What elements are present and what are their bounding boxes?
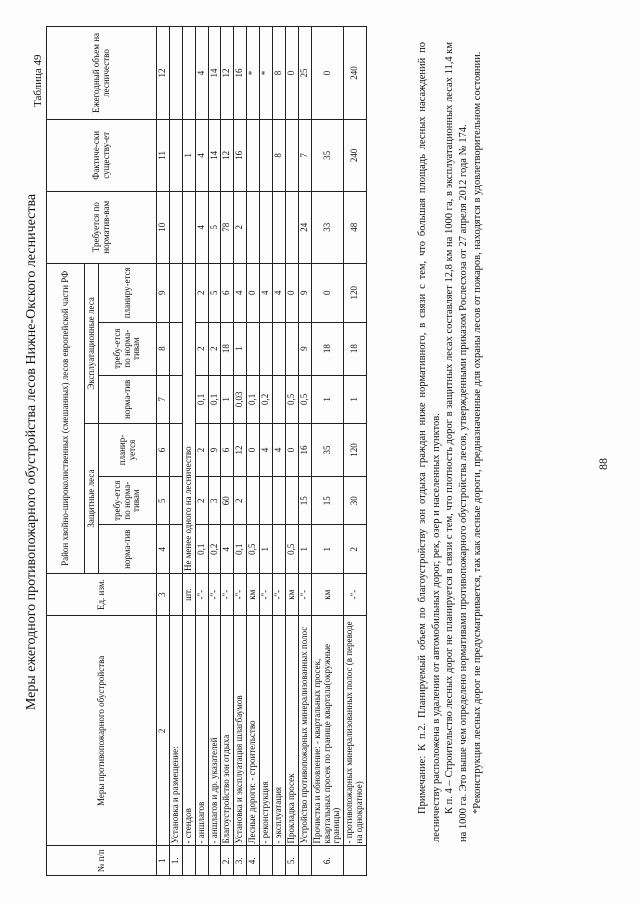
value-cell: 0 xyxy=(285,263,298,322)
value-cell: 14 xyxy=(208,27,221,120)
table-label: Таблица 49 xyxy=(32,54,44,107)
value-cell: 0,5 xyxy=(247,525,260,574)
header-required: требу-ется по норма-тивам xyxy=(99,476,157,525)
value-cell xyxy=(169,27,182,120)
unit-cell: -"- xyxy=(273,574,286,616)
value-cell: 18 xyxy=(311,322,344,375)
row-number xyxy=(273,846,286,876)
measure-name: - реконструкция xyxy=(260,616,273,846)
value-cell: 8 xyxy=(273,27,286,120)
column-number: 1 xyxy=(157,846,170,876)
value-cell: 2 xyxy=(344,525,367,574)
value-cell: 0,2 xyxy=(260,375,273,424)
value-cell: 18 xyxy=(221,322,234,375)
header-measure: Меры противопожарного обустройства xyxy=(47,616,157,846)
measure-name: - противопожарных минерализованных полос (в переводе на однократное) xyxy=(344,616,367,846)
value-cell: 25 xyxy=(298,27,311,120)
measure-name: - аншлагов и др. указателей xyxy=(208,616,221,846)
unit-cell: -"- xyxy=(344,574,367,616)
span-note: Не менее одного на лесничество xyxy=(182,263,195,573)
column-number: 5 xyxy=(157,476,170,525)
value-cell: 8 xyxy=(273,119,286,191)
value-cell: 0 xyxy=(311,263,344,322)
row-number xyxy=(260,846,273,876)
value-cell: 0,03 xyxy=(234,375,247,424)
value-cell xyxy=(285,476,298,525)
unit-cell: -"- xyxy=(298,574,311,616)
value-cell: 0,5 xyxy=(298,375,311,424)
value-cell: 4 xyxy=(195,27,208,120)
value-cell: 5 xyxy=(208,191,221,263)
row-number xyxy=(208,846,221,876)
column-number: 12 xyxy=(157,27,170,120)
header-region: Район хвойно-широколиственных (смешанных) лесов европейской части РФ xyxy=(47,263,85,573)
unit-cell: -"- xyxy=(208,574,221,616)
value-cell xyxy=(273,375,286,424)
table-row xyxy=(169,27,182,876)
row-number: 4. xyxy=(247,846,260,876)
column-number: 3 xyxy=(157,574,170,616)
value-cell: 2 xyxy=(195,263,208,322)
value-cell: 5 xyxy=(208,263,221,322)
value-cell: 0,1 xyxy=(195,525,208,574)
value-cell: 2 xyxy=(234,191,247,263)
value-cell: 33 xyxy=(311,191,344,263)
table-row xyxy=(311,27,344,876)
value-cell: 2 xyxy=(208,322,221,375)
unit-cell: -"- xyxy=(221,574,234,616)
value-cell: 4 xyxy=(260,263,273,322)
value-cell: 1 xyxy=(311,375,344,424)
value-cell: 15 xyxy=(298,476,311,525)
header-planned: планир-уется xyxy=(99,424,157,477)
value-cell: * xyxy=(247,27,260,120)
value-cell: 4 xyxy=(195,191,208,263)
value-cell: 1 xyxy=(298,525,311,574)
column-numbers-row xyxy=(157,27,170,876)
column-number: 11 xyxy=(157,119,170,191)
value-cell: 0,1 xyxy=(208,375,221,424)
column-number: 9 xyxy=(157,263,170,322)
value-cell: 0 xyxy=(247,263,260,322)
unit-cell: км xyxy=(285,574,298,616)
value-cell: 4 xyxy=(195,119,208,191)
header-required-total: Требуется по норматив-вам xyxy=(47,191,157,263)
page-number: 88 xyxy=(596,458,610,470)
header-protective: Защитные леса xyxy=(85,424,99,574)
table-row xyxy=(208,27,221,876)
measure-name: - стендов xyxy=(182,616,195,846)
value-cell: 4 xyxy=(273,263,286,322)
unit-cell: -"- xyxy=(195,574,208,616)
value-cell xyxy=(182,27,195,120)
row-number: 3. xyxy=(234,846,247,876)
value-cell xyxy=(169,424,182,477)
value-cell xyxy=(285,191,298,263)
value-cell xyxy=(247,322,260,375)
row-number: 5. xyxy=(285,846,298,876)
value-cell: 16 xyxy=(298,424,311,477)
value-cell: 0 xyxy=(285,424,298,477)
value-cell: 24 xyxy=(298,191,311,263)
column-number: 6 xyxy=(157,424,170,477)
measure-name: - эксплуатация xyxy=(273,616,286,846)
unit-cell: шт. xyxy=(182,574,195,616)
value-cell: 14 xyxy=(208,119,221,191)
row-number: 6. xyxy=(311,846,344,876)
value-cell: 240 xyxy=(344,27,367,120)
value-cell xyxy=(260,119,273,191)
row-number: 2. xyxy=(221,846,234,876)
fire-measures-table xyxy=(46,26,367,876)
header-actual: Фактиче-ски существу-ет xyxy=(47,119,157,191)
value-cell: 0 xyxy=(247,424,260,477)
value-cell xyxy=(273,322,286,375)
page-title: Меры ежегодного противопожарного обустройства лесов Нижне-Окского лесничества xyxy=(24,193,39,711)
measure-name: Установка и размещение: xyxy=(169,616,182,846)
table-row xyxy=(221,27,234,876)
value-cell: * xyxy=(260,27,273,120)
measure-name: Прочистка и обновление: - квартальных просек, квартальных просек по границе квартала(окружные границы) xyxy=(311,616,344,846)
value-cell xyxy=(169,322,182,375)
value-cell: 15 xyxy=(311,476,344,525)
note-3: *Реконструкция лесных дорог не предусматривается, так как лесные дороги, предназначенные для охраны лесов от пожаров, находятся в удовлетворительном состоянии. xyxy=(471,51,483,814)
table-row xyxy=(195,27,208,876)
value-cell: 6 xyxy=(221,424,234,477)
column-number: 2 xyxy=(157,616,170,846)
header-num: № п/п xyxy=(47,846,157,876)
row-number xyxy=(195,846,208,876)
value-cell: 12 xyxy=(221,119,234,191)
value-cell: 60 xyxy=(221,476,234,525)
value-cell: 2 xyxy=(195,476,208,525)
value-cell: 35 xyxy=(311,119,344,191)
value-cell: 240 xyxy=(344,119,367,191)
value-cell: 0,5 xyxy=(285,525,298,574)
measure-name: Прокладка просек xyxy=(285,616,298,846)
value-cell: 1 xyxy=(221,375,234,424)
unit-cell: -"- xyxy=(234,574,247,616)
value-cell xyxy=(285,119,298,191)
value-cell xyxy=(247,191,260,263)
row-number xyxy=(182,846,195,876)
table-row xyxy=(260,27,273,876)
value-cell: 1 xyxy=(182,119,195,191)
value-cell: 16 xyxy=(234,27,247,120)
note-1: Примечание: К п.2. Планируемый объем по благоустройству зон отдыха граждан ниже нормативного, в связи с тем, что большая площадь лесных насаждений по лесничеству расположена в удалении от автомобильных дорог, рек, озер и населенных пунктов. xyxy=(417,42,442,842)
header-norm2: норма-тив xyxy=(99,375,157,424)
value-cell: 6 xyxy=(221,263,234,322)
value-cell xyxy=(169,191,182,263)
value-cell xyxy=(273,525,286,574)
column-number: 8 xyxy=(157,322,170,375)
value-cell: 2 xyxy=(195,424,208,477)
value-cell: 48 xyxy=(344,191,367,263)
value-cell: 120 xyxy=(344,263,367,322)
value-cell: 78 xyxy=(221,191,234,263)
row-number xyxy=(344,846,367,876)
table-row xyxy=(247,27,260,876)
value-cell: 0,1 xyxy=(247,375,260,424)
value-cell: 0 xyxy=(311,27,344,120)
value-cell: 30 xyxy=(344,476,367,525)
value-cell xyxy=(169,263,182,322)
header-required2: требу-ется по норма-тивам xyxy=(99,322,157,375)
value-cell xyxy=(247,119,260,191)
value-cell: 0,2 xyxy=(208,525,221,574)
value-cell: 0,1 xyxy=(234,525,247,574)
value-cell: 0 xyxy=(285,27,298,120)
value-cell xyxy=(273,476,286,525)
value-cell: 0,1 xyxy=(195,375,208,424)
unit-cell: -"- xyxy=(260,574,273,616)
measure-name: Устройство противопожарных минерализованных полос xyxy=(298,616,311,846)
value-cell: 12 xyxy=(221,27,234,120)
value-cell: 4 xyxy=(221,525,234,574)
value-cell: 1 xyxy=(344,375,367,424)
value-cell xyxy=(247,476,260,525)
table-row xyxy=(273,27,286,876)
unit-cell xyxy=(169,574,182,616)
value-cell: 9 xyxy=(208,424,221,477)
table-row xyxy=(298,27,311,876)
header-exploitation: Эксплуатационные леса xyxy=(85,263,99,424)
table-row xyxy=(344,27,367,876)
notes xyxy=(416,42,484,842)
unit-cell: км xyxy=(247,574,260,616)
column-number: 4 xyxy=(157,525,170,574)
value-cell: 16 xyxy=(234,119,247,191)
row-number: 1. xyxy=(169,846,182,876)
value-cell xyxy=(285,322,298,375)
value-cell: 2 xyxy=(234,476,247,525)
value-cell: 12 xyxy=(234,424,247,477)
unit-cell: км xyxy=(311,574,344,616)
value-cell xyxy=(260,191,273,263)
rotated-content xyxy=(20,22,620,882)
value-cell xyxy=(169,119,182,191)
column-number: 7 xyxy=(157,375,170,424)
value-cell xyxy=(182,191,195,263)
table-row xyxy=(285,27,298,876)
value-cell xyxy=(260,322,273,375)
measure-name: Благоустройство зон отдыха xyxy=(221,616,234,846)
value-cell xyxy=(273,191,286,263)
value-cell: 0,5 xyxy=(285,375,298,424)
measure-name: Лесные дороги: - строительство xyxy=(247,616,260,846)
column-number: 10 xyxy=(157,191,170,263)
value-cell: 4 xyxy=(260,424,273,477)
value-cell: 1 xyxy=(311,525,344,574)
value-cell: 4 xyxy=(273,424,286,477)
value-cell: 1 xyxy=(260,525,273,574)
value-cell xyxy=(169,375,182,424)
table-body xyxy=(169,27,366,876)
value-cell: 35 xyxy=(311,424,344,477)
measure-name: - аншлагов xyxy=(195,616,208,846)
header-annual: Ежегодный объем на лесничество xyxy=(47,27,157,120)
note-2: К п. 4 – Строительство лесных дорог не планируется в связи с тем, что плотность дорог в защитных лесах составляет 12,8 км на 1000 га, в эксплуатационных лесах 11,4 км на 1000 га. Это выше чем определено нормативами противопожарного обустройства лесов, утвержденными приказом Рослесхоза от 27 апреля 2012 года № 174. xyxy=(444,42,469,842)
row-number xyxy=(298,846,311,876)
value-cell: 9 xyxy=(298,263,311,322)
value-cell: 4 xyxy=(234,263,247,322)
table-row xyxy=(182,27,195,876)
measure-name: Установка и эксплуатация шлагбаумов xyxy=(234,616,247,846)
header-norm: норма-тив xyxy=(99,525,157,574)
value-cell: 2 xyxy=(195,322,208,375)
value-cell xyxy=(260,476,273,525)
value-cell: 1 xyxy=(234,322,247,375)
value-cell: 9 xyxy=(298,322,311,375)
value-cell: 18 xyxy=(344,322,367,375)
table-row xyxy=(234,27,247,876)
value-cell: 3 xyxy=(208,476,221,525)
value-cell xyxy=(169,476,182,525)
value-cell xyxy=(169,525,182,574)
header-planned2: планиру-ется xyxy=(99,263,157,322)
value-cell: 120 xyxy=(344,424,367,477)
header-unit: Ед. изм. xyxy=(47,574,157,616)
value-cell: 7 xyxy=(298,119,311,191)
